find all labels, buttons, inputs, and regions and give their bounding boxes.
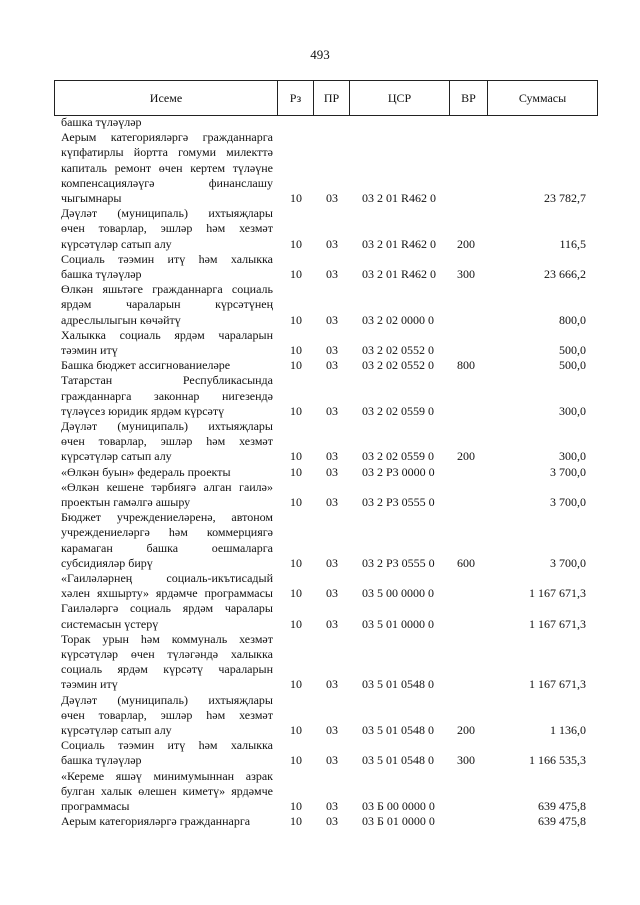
row-name-line: булган халык өлешен киметү» ярдәмче	[61, 783, 273, 798]
row-name	[61, 693, 273, 739]
header-pr: ПР	[313, 81, 349, 115]
row-sum: 3 700,0	[550, 464, 586, 479]
row-name-line: Дәүләт (муниципаль) ихтыяҗлары	[61, 206, 273, 221]
row-name	[61, 769, 273, 815]
row-rz: 10	[290, 616, 302, 631]
row-vr: 300	[457, 753, 475, 768]
row-sum: 23 782,7	[544, 190, 586, 205]
row-name-line: өчен товарлар, эшләр һәм хезмәт	[61, 221, 273, 236]
row-sum: 1 167 671,3	[529, 616, 586, 631]
row-name-line: өчен товарлар, эшләр һәм хезмәт	[61, 434, 273, 449]
row-pr: 03	[326, 616, 338, 631]
row-csr: 03 2 02 0552 0	[362, 342, 434, 357]
row-name-line: Бюджет учреждениеләренә, автоном	[61, 510, 273, 525]
row-pr: 03	[326, 814, 338, 829]
row-name	[61, 601, 273, 631]
row-name-line: социаль ярдәм күрсәтү чараларын	[61, 662, 273, 677]
row-csr: 03 2 02 0000 0	[362, 312, 434, 327]
row-sum: 300,0	[559, 449, 586, 464]
row-name	[61, 510, 273, 571]
row-csr: 03 2 01 R462 0	[362, 236, 437, 251]
row-csr: 03 2 01 R462 0	[362, 266, 437, 281]
row-sum: 116,5	[559, 236, 586, 251]
row-name-line: субсидияләр бирү	[61, 555, 153, 570]
table-header	[54, 80, 598, 116]
row-name-line: Аерым категорияләргә гражданнарга	[61, 130, 273, 145]
row-name-line: «Кереме яшәү минимумыннан азрак	[61, 768, 273, 783]
row-sum: 23 666,2	[544, 266, 586, 281]
row-pr: 03	[326, 312, 338, 327]
row-name-line: ярдәм чараларын күрсәтүнең	[61, 297, 273, 312]
row-sum: 800,0	[559, 312, 586, 327]
row-name-line: компенсацияләүгә финанслашу	[61, 175, 273, 190]
row-name	[61, 373, 273, 419]
row-pr: 03	[326, 266, 338, 281]
row-name	[61, 328, 273, 358]
row-sum: 3 700,0	[550, 494, 586, 509]
row-name-line: Башка бюджет ассигнованиеләре	[61, 358, 231, 373]
row-name-line: күрсәтүләр сатып алу	[61, 449, 172, 464]
row-sum: 500,0	[559, 358, 586, 373]
row-name	[61, 465, 273, 480]
header-csr: ЦСР	[349, 81, 449, 115]
row-sum: 1 167 671,3	[529, 586, 586, 601]
page-number: 493	[310, 47, 330, 62]
row-name-line: Социаль тәэмин итү һәм халыкка	[61, 251, 273, 266]
row-rz: 10	[290, 449, 302, 464]
row-name	[61, 814, 273, 829]
row-vr: 300	[457, 266, 475, 281]
row-name-line: тәэмин итү	[61, 343, 118, 357]
row-name-line: гражданнарга законнар нигезендә	[61, 388, 273, 403]
row-rz: 10	[290, 342, 302, 357]
header-rz: Рз	[277, 81, 313, 115]
row-pr: 03	[326, 236, 338, 251]
row-rz: 10	[290, 798, 302, 813]
row-name	[61, 252, 273, 282]
row-sum: 639 475,8	[538, 798, 586, 813]
row-name-line: башка түләүләр	[61, 267, 142, 281]
row-sum: 3 700,0	[550, 555, 586, 570]
row-pr: 03	[326, 586, 338, 601]
row-name-line: Торак урын һәм коммуналь хезмәт	[61, 631, 273, 646]
row-name-line: күрсәтүләр сатып алу	[61, 236, 172, 251]
row-name-line: хәлен яхшырту» ярдәмче программасы	[61, 586, 273, 601]
row-sum: 300,0	[559, 403, 586, 418]
row-csr: 03 2 P3 0000 0	[362, 464, 435, 479]
row-name	[61, 206, 273, 252]
row-name-line: «Өлкән буын» федераль проекты	[61, 464, 231, 479]
row-rz: 10	[290, 403, 302, 418]
row-name-line: Дәүләт (муниципаль) ихтыяҗлары	[61, 419, 273, 433]
row-name-line: өчен товарлар, эшләр һәм хезмәт	[61, 707, 273, 722]
row-pr: 03	[326, 722, 338, 737]
row-name	[61, 480, 273, 510]
row-name-line: адреслылыгын көчәйтү	[61, 312, 181, 327]
row-sum: 639 475,8	[538, 814, 586, 829]
row-rz: 10	[290, 586, 302, 601]
row-name-line: программасы	[61, 799, 130, 813]
header-sum: Суммасы	[487, 81, 597, 115]
row-csr: 03 2 01 R462 0	[362, 190, 437, 205]
row-csr: 03 5 01 0548 0	[362, 753, 434, 768]
row-rz: 10	[290, 722, 302, 737]
row-name-line: күрсәтүләр өчен түләгәндә халыкка	[61, 647, 273, 661]
row-name-line: Дәүләт (муниципаль) ихтыяҗлары	[61, 692, 273, 707]
row-name	[61, 130, 273, 206]
row-name-line: тәэмин итү	[61, 677, 118, 692]
row-csr: 03 2 02 0552 0	[362, 358, 434, 373]
row-pr: 03	[326, 403, 338, 418]
row-pr: 03	[326, 449, 338, 464]
row-name-line: учреждениеләргә һәм коммерциягә	[61, 525, 273, 540]
row-pr: 03	[326, 464, 338, 479]
row-csr: 03 5 01 0000 0	[362, 616, 434, 631]
row-name-line: Өлкән яшьтәге гражданнарга социаль	[61, 282, 273, 297]
row-csr: 03 2 02 0559 0	[362, 403, 434, 418]
row-name-line: күпфатирлы йортта гомуми милекттә	[61, 145, 273, 160]
row-name-line: чыгымнары	[61, 191, 122, 205]
row-name	[61, 115, 273, 130]
row-name	[61, 571, 273, 601]
row-csr: 03 2 P3 0555 0	[362, 494, 435, 509]
header-name: Исеме	[149, 91, 183, 105]
row-name-line: түләүсез юридик ярдәм күрсәтү	[61, 403, 225, 418]
row-vr: 200	[457, 449, 475, 464]
row-name-line: системасын үстерү	[61, 616, 159, 631]
row-sum: 1 166 535,3	[529, 753, 586, 768]
row-vr: 600	[457, 555, 475, 570]
row-rz: 10	[290, 555, 302, 570]
row-name	[61, 282, 273, 328]
row-csr: 03 Б 00 0000 0	[362, 798, 435, 813]
row-rz: 10	[290, 266, 302, 281]
row-csr: 03 5 01 0548 0	[362, 677, 434, 692]
row-pr: 03	[326, 677, 338, 692]
row-sum: 1 167 671,3	[529, 677, 586, 692]
row-rz: 10	[290, 190, 302, 205]
row-rz: 10	[290, 312, 302, 327]
row-rz: 10	[290, 494, 302, 509]
row-pr: 03	[326, 555, 338, 570]
row-pr: 03	[326, 358, 338, 373]
row-rz: 10	[290, 677, 302, 692]
row-name-line: Татарстан Республикасында	[61, 373, 273, 388]
row-name	[61, 358, 273, 373]
row-name-line: «Гаиләләрнең социаль-икътисадый	[61, 571, 273, 585]
row-rz: 10	[290, 753, 302, 768]
row-name-line: проектын гамәлгә ашыру	[61, 495, 191, 509]
row-pr: 03	[326, 798, 338, 813]
row-name-line: Аерым категорияләргә гражданнарга	[61, 814, 251, 829]
row-name-line: Социаль тәэмин итү һәм халыкка	[61, 738, 273, 753]
row-name-line: башка түләүләр	[61, 115, 142, 129]
row-name-line: капиталь ремонт өчен кертем түләүне	[61, 160, 273, 175]
row-name-line: күрсәтүләр сатып алу	[61, 723, 172, 737]
row-csr: 03 5 00 0000 0	[362, 586, 434, 601]
row-name	[61, 738, 273, 768]
row-vr: 800	[457, 358, 475, 373]
row-name-line: «Өлкән кешене тәрбиягә алган гаилә»	[61, 479, 273, 494]
row-sum: 500,0	[559, 342, 586, 357]
header-vr: ВР	[449, 81, 487, 115]
row-csr: 03 Б 01 0000 0	[362, 814, 435, 829]
row-name-line: карамаган башка оешмаларга	[61, 540, 273, 555]
row-pr: 03	[326, 190, 338, 205]
row-csr: 03 2 P3 0555 0	[362, 555, 435, 570]
row-rz: 10	[290, 358, 302, 373]
row-vr: 200	[457, 722, 475, 737]
row-rz: 10	[290, 464, 302, 479]
row-sum: 1 136,0	[550, 722, 586, 737]
row-csr: 03 5 01 0548 0	[362, 722, 434, 737]
row-pr: 03	[326, 342, 338, 357]
row-pr: 03	[326, 494, 338, 509]
row-rz: 10	[290, 814, 302, 829]
row-pr: 03	[326, 753, 338, 768]
row-name-line: башка түләүләр	[61, 753, 142, 768]
row-vr: 200	[457, 236, 475, 251]
row-name	[61, 419, 273, 465]
row-rz: 10	[290, 236, 302, 251]
row-name-line: Гаиләләргә социаль ярдәм чаралары	[61, 601, 273, 616]
row-name	[61, 632, 273, 693]
row-name-line: Халыкка социаль ярдәм чараларын	[61, 327, 273, 342]
row-csr: 03 2 02 0559 0	[362, 449, 434, 464]
